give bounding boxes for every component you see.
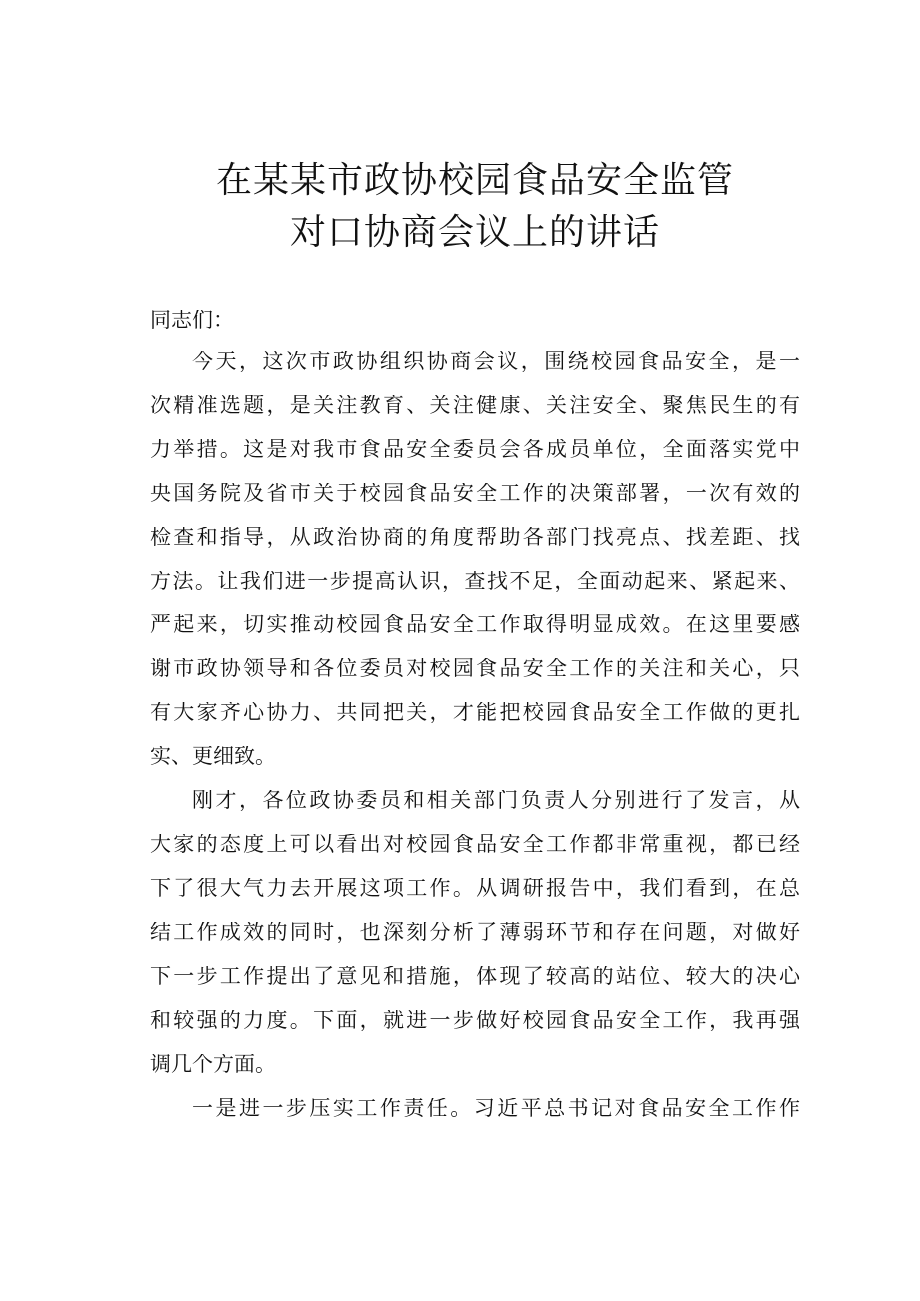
paragraph-line: 次精准选题，是关注教育、关注健康、关注安全、聚焦民生的有 bbox=[150, 395, 800, 416]
paragraph-line: 今天，这次市政协组织协商会议，围绕校园食品安全，是一 bbox=[192, 351, 800, 372]
paragraph-line: 结工作成效的同时，也深刻分析了薄弱环节和存在问题，对做好 bbox=[150, 922, 800, 943]
paragraph-line: 一是进一步压实工作责任。习近平总书记对食品安全工作作 bbox=[192, 1098, 800, 1119]
paragraph-line: 央国务院及省市关于校园食品安全工作的决策部署，一次有效的 bbox=[150, 483, 800, 504]
salutation: 同志们： bbox=[150, 310, 234, 331]
document-title-line-1: 在某某市政协校园食品安全监管 bbox=[215, 160, 734, 201]
paragraph-line: 调几个方面。 bbox=[150, 1054, 276, 1075]
document-title-line-2: 对口协商会议上的讲话 bbox=[289, 212, 660, 253]
paragraph-line: 刚才，各位政协委员和相关部门负责人分别进行了发言，从 bbox=[192, 790, 800, 811]
paragraph-line: 方法。让我们进一步提高认识，查找不足，全面动起来、紧起来、 bbox=[150, 571, 800, 592]
paragraph-line: 有大家齐心协力、共同把关，才能把校园食品安全工作做的更扎 bbox=[150, 702, 800, 723]
paragraph-line: 严起来，切实推动校园食品安全工作取得明显成效。在这里要感 bbox=[150, 614, 800, 635]
paragraph-line: 下了很大气力去开展这项工作。从调研报告中，我们看到，在总 bbox=[150, 878, 800, 899]
paragraph-line: 力举措。这是对我市食品安全委员会各成员单位，全面落实党中 bbox=[150, 439, 800, 460]
paragraph-line: 大家的态度上可以看出对校园食品安全工作都非常重视，都已经 bbox=[150, 834, 800, 855]
paragraph-line: 和较强的力度。下面，就进一步做好校园食品安全工作，我再强 bbox=[150, 1010, 800, 1031]
paragraph-line: 检查和指导，从政治协商的角度帮助各部门找亮点、找差距、找 bbox=[150, 527, 800, 548]
paragraph-line: 下一步工作提出了意见和措施，体现了较高的站位、较大的决心 bbox=[150, 966, 800, 987]
paragraph-line: 谢市政协领导和各位委员对校园食品安全工作的关注和关心，只 bbox=[150, 658, 800, 679]
paragraph-line: 实、更细致。 bbox=[150, 746, 276, 767]
